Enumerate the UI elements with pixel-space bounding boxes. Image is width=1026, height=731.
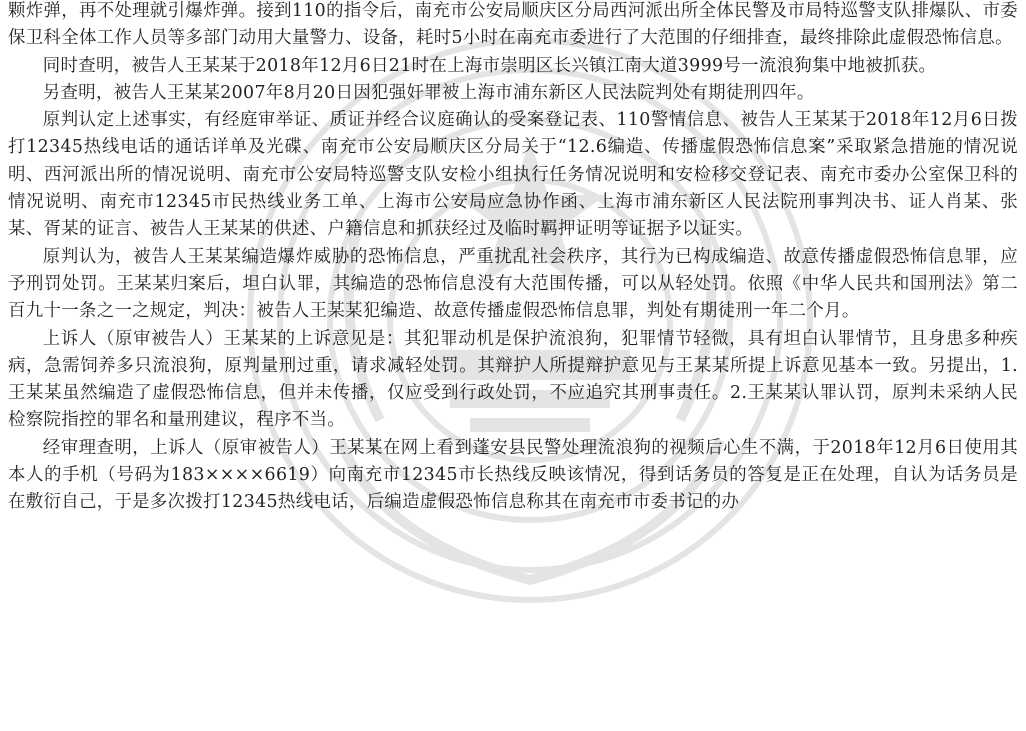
paragraph-1: 颗炸弹，再不处理就引爆炸弹。接到110的指令后，南充市公安局顺庆区分局西河派出所全体民警及市局特巡警支队排爆队、市委保卫科全体工作人员等多部门动用大量警力、设备，耗时5小时在南充市委进行了大范围的仔细排查，最终排除此虚假恐怖信息。	[8, 1, 1018, 49]
paragraph-5: 原判认为，被告人王某某编造爆炸威胁的恐怖信息，严重扰乱社会秩序，其行为已构成编造、故意传播虚假恐怖信息罪，应予刑罚处罚。王某某归案后，坦白认罪，其编造的恐怖信息没有大范围传播，可以从轻处罚。依照《中华人民共和国刑法》第二百九十一条之一之规定，判决：被告人王某某犯编造、故意传播虚假恐怖信息罪，判处有期徒刑一年二个月。	[8, 246, 1018, 322]
paragraph-4: 原判认定上述事实，有经庭审举证、质证并经合议庭确认的受案登记表、110警情信息、被告人王某某于2018年12月6日拨打12345热线电话的通话详单及光碟、南充市公安局顺庆区分局关于“12.6编造、传播虚假恐怖信息案”采取紧急措施的情况说明、西河派出所的情况说明、南充市公安局特巡警支队安检小组执行任务情况说明和安检移交登记表、南充市委办公室保卫科的情况说明、南充市12345市民热线业务工单、上海市公安局应急协作函、上海市浦东新区人民法院刑事判决书、证人肖某、张某、胥某的证言、被告人王某某的供述、户籍信息和抓获经过及临时羁押证明等证据予以证实。	[8, 110, 1018, 240]
paragraph-6: 上诉人（原审被告人）王某某的上诉意见是：其犯罪动机是保护流浪狗，犯罪情节轻微，具有坦白认罪情节，且身患多种疾病，急需饲养多只流浪狗，原判量刑过重，请求减轻处罚。其辩护人所提辩护意见与王某某所提上诉意见基本一致。另提出，1.王某某虽然编造了虚假恐怖信息，但并未传播，仅应受到行政处罚，不应追究其刑事责任。2.王某某认罪认罚，原判未采纳人民检察院指控的罪名和量刑建议，程序不当。	[8, 328, 1018, 431]
paragraph-2: 同时查明，被告人王某某于2018年12月6日21时在上海市崇明区长兴镇江南大道3999号一流浪狗集中地被抓获。	[42, 55, 937, 76]
judgment-text	[8, 0, 1018, 517]
paragraph-3: 另查明，被告人王某某2007年8月20日因犯强奸罪被上海市浦东新区人民法院判处有期徒刑四年。	[42, 82, 815, 103]
paragraph-7: 经审理查明，上诉人（原审被告人）王某某在网上看到蓬安县民警处理流浪狗的视频后心生不满，于2018年12月6日使用其本人的手机（号码为183××××6619）向南充市12345市长热线反映该情况，得到话务员的答复是正在处理，自认为话务员是在敷衍自己，于是多次拨打12345热线电话，后编造虚假恐怖信息称其在南充市市委书记的办	[8, 437, 1018, 513]
